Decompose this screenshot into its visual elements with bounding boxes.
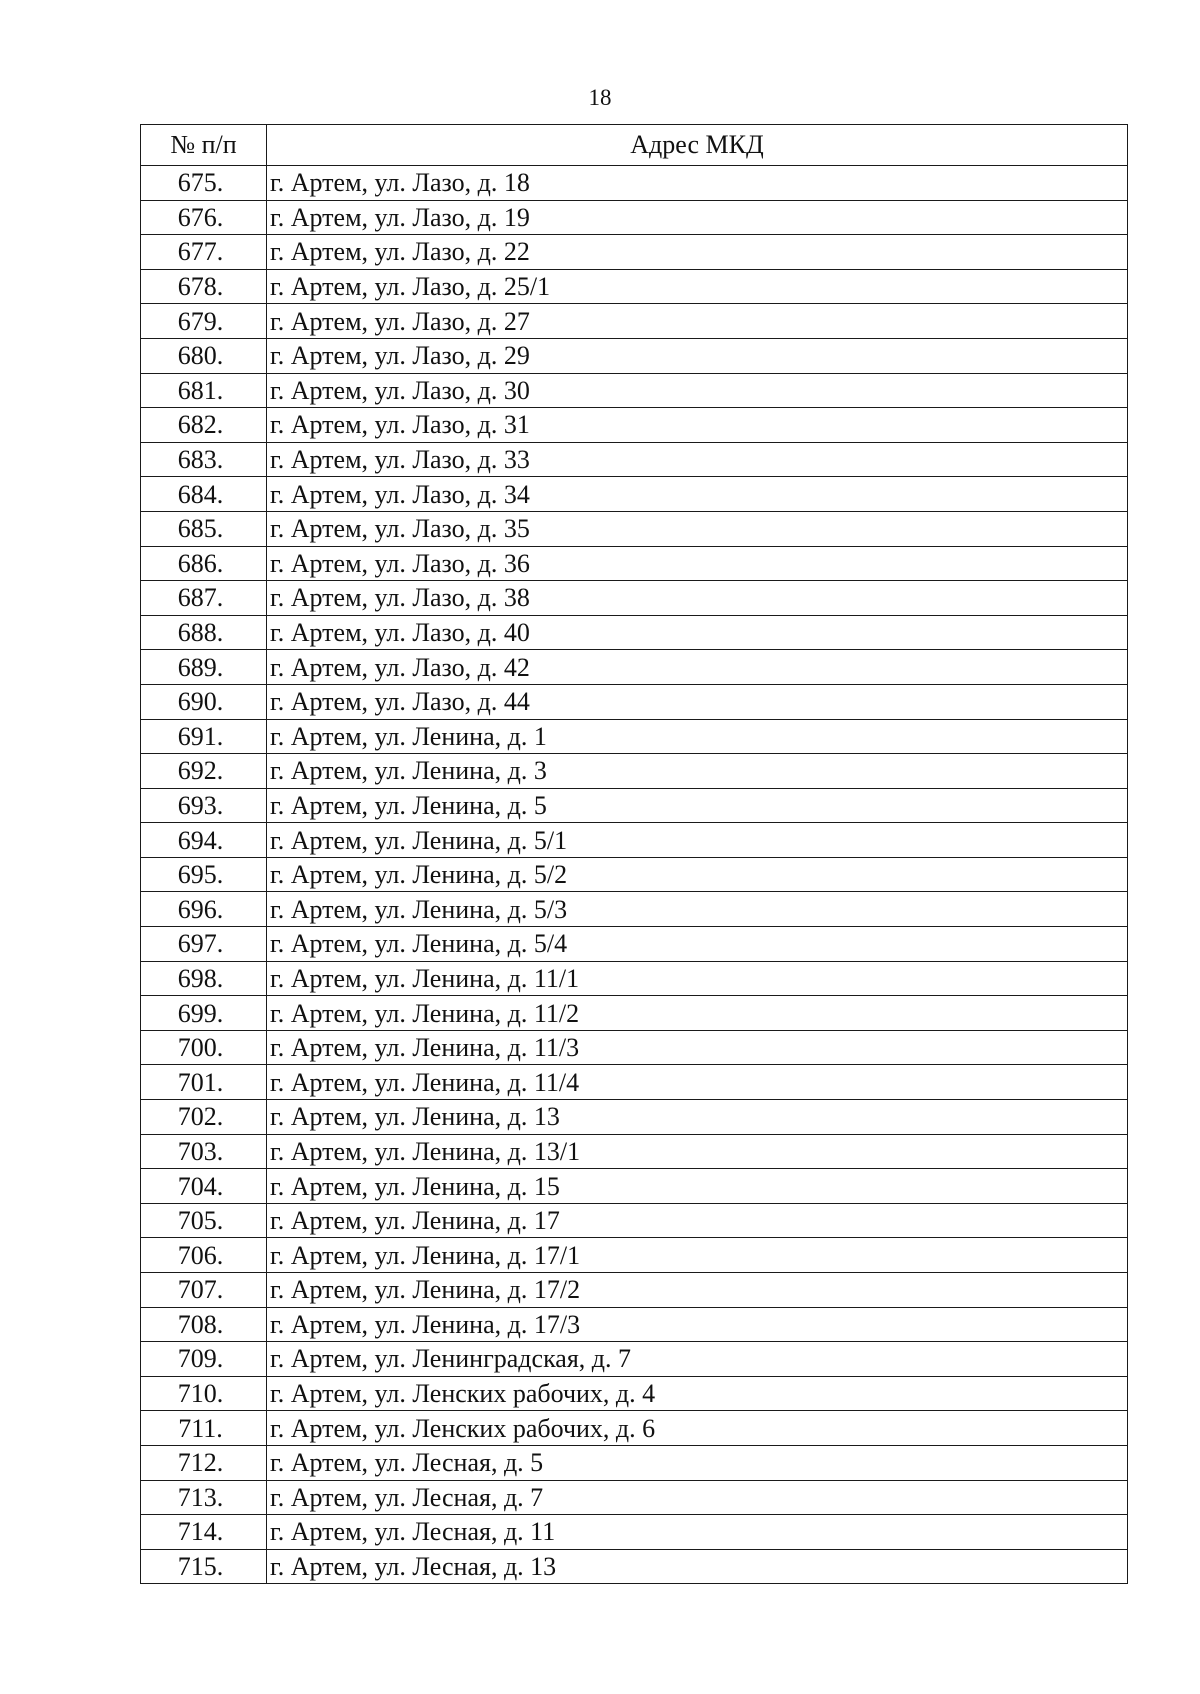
row-number: 711. [141, 1411, 267, 1446]
row-address: г. Артем, ул. Лазо, д. 19 [267, 200, 1128, 235]
row-number: 702. [141, 1100, 267, 1135]
table-row [141, 546, 1128, 581]
row-address: г. Артем, ул. Ленина, д. 13/1 [267, 1134, 1128, 1169]
row-address: г. Артем, ул. Лазо, д. 29 [267, 338, 1128, 373]
row-number: 683. [141, 442, 267, 477]
row-number: 700. [141, 1030, 267, 1065]
row-address: г. Артем, ул. Лазо, д. 40 [267, 615, 1128, 650]
row-number: 691. [141, 719, 267, 754]
row-address: г. Артем, ул. Лазо, д. 44 [267, 684, 1128, 719]
table-row [141, 338, 1128, 373]
row-address: г. Артем, ул. Лазо, д. 30 [267, 373, 1128, 408]
row-number: 682. [141, 408, 267, 443]
table-row [141, 269, 1128, 304]
row-address: г. Артем, ул. Лазо, д. 25/1 [267, 269, 1128, 304]
row-address: г. Артем, ул. Ленина, д. 11/4 [267, 1065, 1128, 1100]
row-number: 678. [141, 269, 267, 304]
table-row [141, 1515, 1128, 1550]
row-number: 701. [141, 1065, 267, 1100]
table-row [141, 1273, 1128, 1308]
header-number: № п/п [141, 125, 267, 166]
table-row [141, 719, 1128, 754]
row-number: 689. [141, 650, 267, 685]
row-address: г. Артем, ул. Лазо, д. 38 [267, 581, 1128, 616]
table-row [141, 442, 1128, 477]
table-row [141, 1411, 1128, 1446]
table-row [141, 961, 1128, 996]
table-row [141, 788, 1128, 823]
row-number: 707. [141, 1273, 267, 1308]
table-body [141, 166, 1128, 1584]
table-row [141, 927, 1128, 962]
row-address: г. Артем, ул. Лесная, д. 7 [267, 1480, 1128, 1515]
row-address: г. Артем, ул. Ленина, д. 17/1 [267, 1238, 1128, 1273]
table-row [141, 892, 1128, 927]
row-number: 704. [141, 1169, 267, 1204]
row-address: г. Артем, ул. Лазо, д. 36 [267, 546, 1128, 581]
row-address: г. Артем, ул. Ленина, д. 5/4 [267, 927, 1128, 962]
table-header [141, 125, 1128, 166]
row-number: 679. [141, 304, 267, 339]
row-number: 677. [141, 235, 267, 270]
row-address: г. Артем, ул. Лазо, д. 33 [267, 442, 1128, 477]
row-address: г. Артем, ул. Ленина, д. 5/1 [267, 823, 1128, 858]
row-address: г. Артем, ул. Ленина, д. 15 [267, 1169, 1128, 1204]
table-row [141, 477, 1128, 512]
table-row [141, 823, 1128, 858]
row-number: 676. [141, 200, 267, 235]
row-number: 706. [141, 1238, 267, 1273]
table-row [141, 1100, 1128, 1135]
table-row [141, 1480, 1128, 1515]
table-row [141, 1376, 1128, 1411]
table-row [141, 1169, 1128, 1204]
row-address: г. Артем, ул. Ленина, д. 11/2 [267, 996, 1128, 1031]
row-number: 699. [141, 996, 267, 1031]
row-address: г. Артем, ул. Ленских рабочих, д. 4 [267, 1376, 1128, 1411]
row-address: г. Артем, ул. Ленина, д. 17 [267, 1203, 1128, 1238]
row-address: г. Артем, ул. Лазо, д. 18 [267, 166, 1128, 201]
table-row [141, 1065, 1128, 1100]
page-number: 18 [588, 85, 612, 110]
row-number: 697. [141, 927, 267, 962]
table-row [141, 996, 1128, 1031]
row-number: 695. [141, 857, 267, 892]
header-address: Адрес МКД [267, 125, 1128, 166]
row-number: 708. [141, 1307, 267, 1342]
table-row [141, 650, 1128, 685]
table-row [141, 1445, 1128, 1480]
row-address: г. Артем, ул. Ленинградская, д. 7 [267, 1342, 1128, 1377]
row-address: г. Артем, ул. Ленина, д. 3 [267, 754, 1128, 789]
row-number: 703. [141, 1134, 267, 1169]
table-row [141, 1134, 1128, 1169]
row-address: г. Артем, ул. Ленина, д. 5/3 [267, 892, 1128, 927]
row-number: 687. [141, 581, 267, 616]
row-address: г. Артем, ул. Ленина, д. 11/3 [267, 1030, 1128, 1065]
row-number: 698. [141, 961, 267, 996]
row-address: г. Артем, ул. Лесная, д. 13 [267, 1549, 1128, 1584]
row-number: 696. [141, 892, 267, 927]
row-address: г. Артем, ул. Ленина, д. 5 [267, 788, 1128, 823]
row-number: 675. [141, 166, 267, 201]
row-number: 688. [141, 615, 267, 650]
table-row [141, 615, 1128, 650]
row-address: г. Артем, ул. Лазо, д. 35 [267, 511, 1128, 546]
table-row [141, 1238, 1128, 1273]
row-number: 715. [141, 1549, 267, 1584]
table-row [141, 581, 1128, 616]
row-address: г. Артем, ул. Ленина, д. 17/2 [267, 1273, 1128, 1308]
row-address: г. Артем, ул. Лазо, д. 22 [267, 235, 1128, 270]
table-row [141, 166, 1128, 201]
table-row [141, 857, 1128, 892]
table-row [141, 1030, 1128, 1065]
row-number: 693. [141, 788, 267, 823]
row-number: 692. [141, 754, 267, 789]
row-address: г. Артем, ул. Ленина, д. 11/1 [267, 961, 1128, 996]
row-number: 710. [141, 1376, 267, 1411]
table-row [141, 408, 1128, 443]
row-address: г. Артем, ул. Ленина, д. 17/3 [267, 1307, 1128, 1342]
row-number: 705. [141, 1203, 267, 1238]
row-address: г. Артем, ул. Ленина, д. 5/2 [267, 857, 1128, 892]
table-row [141, 1203, 1128, 1238]
table-row [141, 235, 1128, 270]
table-row [141, 373, 1128, 408]
row-number: 686. [141, 546, 267, 581]
row-address: г. Артем, ул. Ленина, д. 1 [267, 719, 1128, 754]
address-table [140, 124, 1128, 1584]
table-row [141, 511, 1128, 546]
table-row [141, 200, 1128, 235]
row-address: г. Артем, ул. Ленских рабочих, д. 6 [267, 1411, 1128, 1446]
row-number: 709. [141, 1342, 267, 1377]
row-number: 684. [141, 477, 267, 512]
row-address: г. Артем, ул. Лесная, д. 11 [267, 1515, 1128, 1550]
row-number: 694. [141, 823, 267, 858]
row-address: г. Артем, ул. Ленина, д. 13 [267, 1100, 1128, 1135]
row-address: г. Артем, ул. Лазо, д. 42 [267, 650, 1128, 685]
row-address: г. Артем, ул. Лазо, д. 31 [267, 408, 1128, 443]
row-number: 680. [141, 338, 267, 373]
table-row [141, 754, 1128, 789]
row-address: г. Артем, ул. Лазо, д. 34 [267, 477, 1128, 512]
row-number: 714. [141, 1515, 267, 1550]
table-row [141, 304, 1128, 339]
table-row [141, 1342, 1128, 1377]
header-row [141, 125, 1128, 166]
table-row [141, 1549, 1128, 1584]
row-number: 690. [141, 684, 267, 719]
row-number: 681. [141, 373, 267, 408]
row-number: 712. [141, 1445, 267, 1480]
row-address: г. Артем, ул. Лазо, д. 27 [267, 304, 1128, 339]
row-number: 713. [141, 1480, 267, 1515]
row-address: г. Артем, ул. Лесная, д. 5 [267, 1445, 1128, 1480]
table-row [141, 684, 1128, 719]
table-row [141, 1307, 1128, 1342]
row-number: 685. [141, 511, 267, 546]
